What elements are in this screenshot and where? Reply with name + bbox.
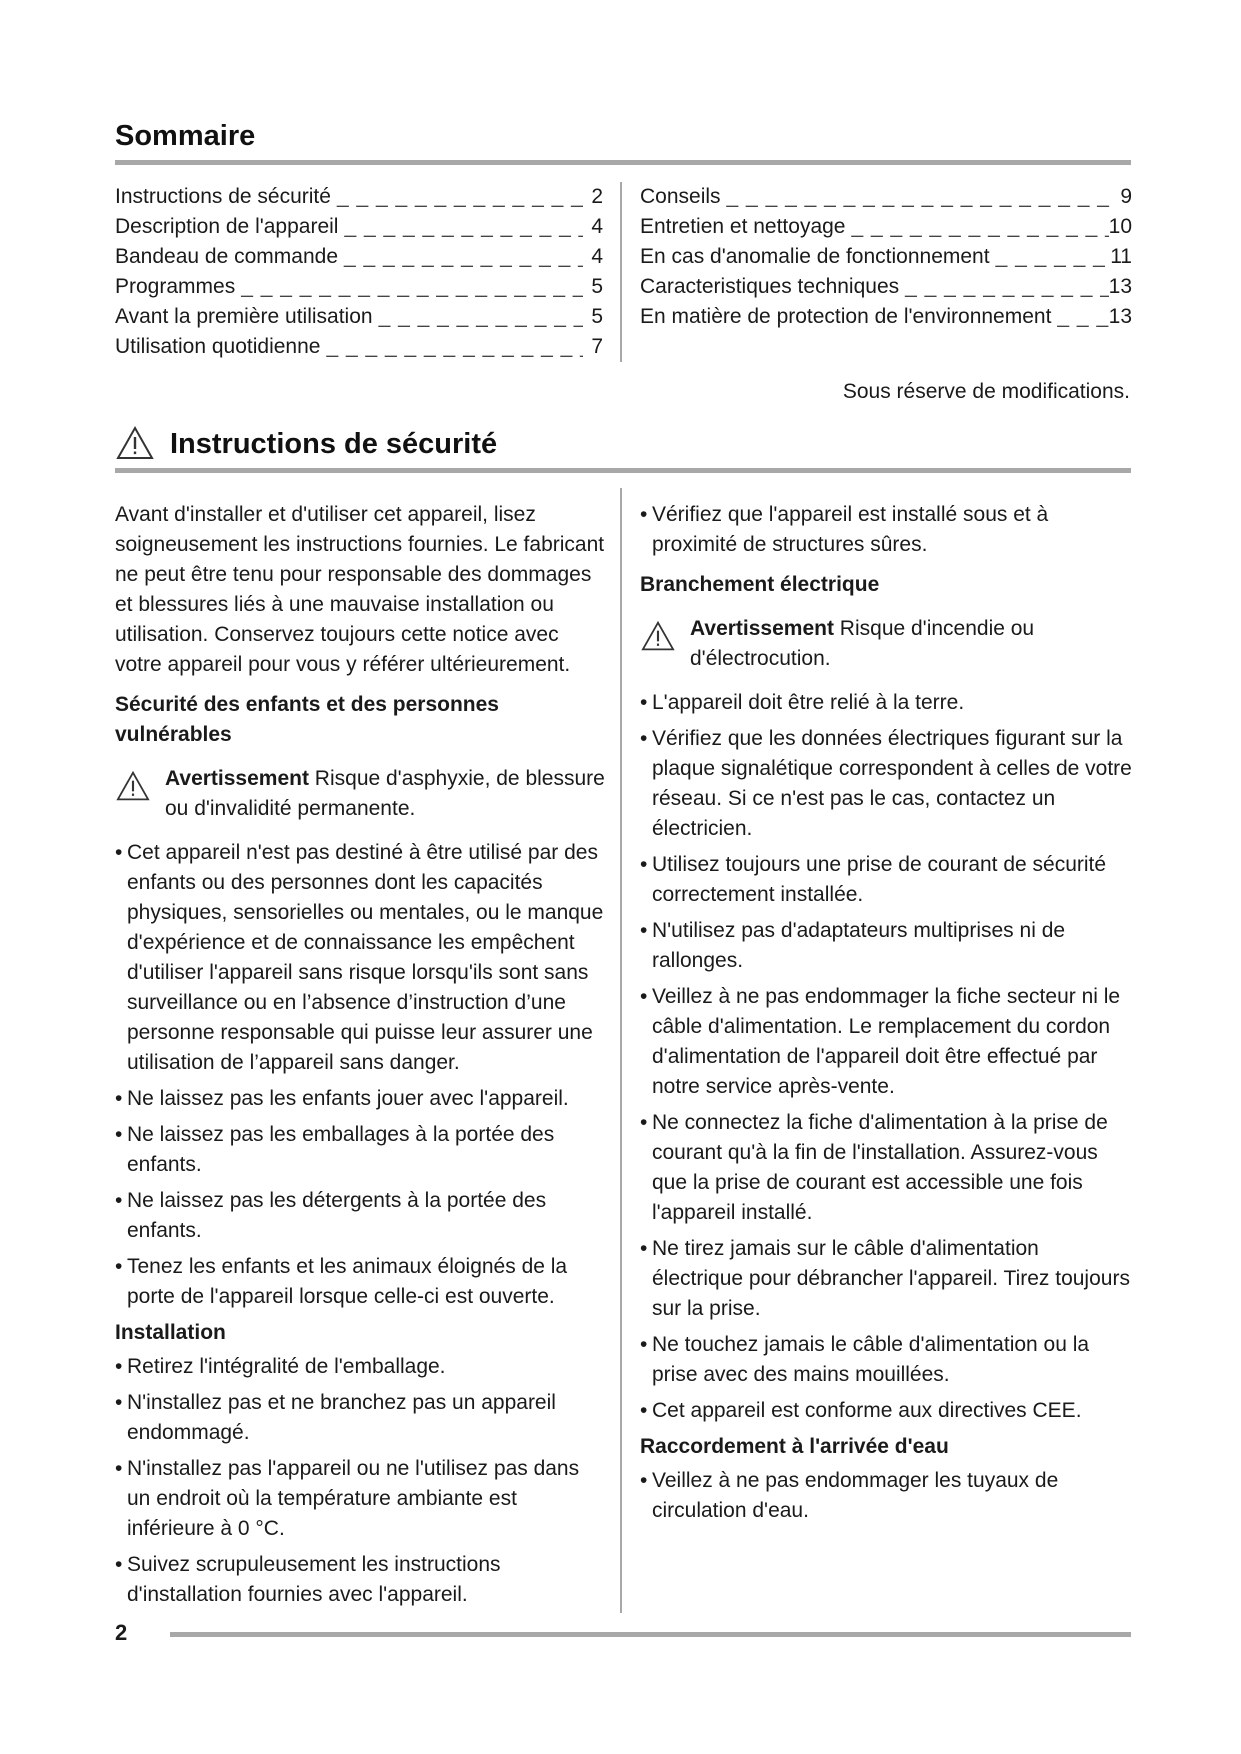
list-item: • Ne tirez jamais sur le câble d'alimentation électrique pour débrancher l'appareil. Tirez toujours sur la prise. xyxy=(640,1234,1132,1324)
toc-entry[interactable]: En cas d'anomalie de fonctionnement _ _ _ 11 xyxy=(640,242,1132,272)
footer-rule xyxy=(170,1632,1131,1637)
children-list xyxy=(115,838,605,1312)
list-item: • Suivez scrupuleusement les instructions d'installation fournies avec l'appareil. xyxy=(115,1550,605,1610)
column-divider xyxy=(620,488,622,1613)
list-item: • Veillez à ne pas endommager les tuyaux de circulation d'eau. xyxy=(640,1466,1132,1526)
list-item: • Veillez à ne pas endommager la fiche secteur ni le câble d'alimentation. Le remplacement du cordon d'alimentation de l'appareil doit être effectué par notre service après-vente. xyxy=(640,982,1132,1102)
structure-list xyxy=(640,500,1132,560)
warning-text: Risque d'asphyxie, de blessure ou d'invalidité permanente. xyxy=(165,767,605,820)
toc-entry[interactable]: Avant la première utilisation _ _ _ 5 xyxy=(115,302,603,332)
list-item: • N'utilisez pas d'adaptateurs multiprises ni de rallonges. xyxy=(640,916,1132,976)
children-warning xyxy=(115,764,605,824)
warning-triangle-icon xyxy=(115,425,155,461)
warning-label: Avertissement xyxy=(690,617,834,640)
toc-entry[interactable]: Entretien et nettoyage _ _ _ 10 xyxy=(640,212,1132,242)
toc-left-column xyxy=(115,182,603,362)
list-item: • L'appareil doit être relié à la terre. xyxy=(640,688,1132,718)
list-item: • Ne laissez pas les détergents à la portée des enfants. xyxy=(115,1186,605,1246)
toc-entry[interactable]: Description de l'appareil _ _ _ 4 xyxy=(115,212,603,242)
safety-title: Instructions de sécurité xyxy=(170,428,498,460)
list-item: • Ne laissez pas les enfants jouer avec l'appareil. xyxy=(115,1084,605,1114)
list-item: • Ne connectez la fiche d'alimentation à la prise de courant qu'à la fin de l'installation. Assurez-vous que la prise de courant est accessible une fois l'appareil installé. xyxy=(640,1108,1132,1228)
list-item: • N'installez pas et ne branchez pas un appareil endommagé. xyxy=(115,1388,605,1448)
toc-entry[interactable]: Bandeau de commande _ _ _ 4 xyxy=(115,242,603,272)
toc-entry[interactable]: En matière de protection de l'environnement _ _ _ 13 xyxy=(640,302,1132,332)
electrical-warning xyxy=(640,614,1132,674)
toc-entry[interactable]: Instructions de sécurité _ _ _ 2 xyxy=(115,182,603,212)
page-number: 2 xyxy=(115,1620,128,1645)
installation-list xyxy=(115,1352,605,1610)
warning-triangle-icon xyxy=(115,770,151,802)
warning-text: Risque d'incendie ou d'électrocution. xyxy=(690,617,1035,670)
toc-divider xyxy=(620,182,622,362)
installation-heading: Installation xyxy=(115,1321,226,1344)
toc-rule xyxy=(115,160,1131,165)
safety-rule xyxy=(115,468,1131,473)
toc-entry[interactable]: Utilisation quotidienne _ _ _ 7 xyxy=(115,332,603,362)
list-item: • N'installez pas l'appareil ou ne l'utilisez pas dans un endroit où la température ambiante est inférieure à 0 °C. xyxy=(115,1454,605,1544)
children-heading: Sécurité des enfants et des personnes vulnérables xyxy=(115,693,499,746)
toc-right-column xyxy=(640,182,1132,332)
toc-entry[interactable]: Programmes _ _ _ 5 xyxy=(115,272,603,302)
toc-title: Sommaire xyxy=(115,120,256,152)
electrical-list xyxy=(640,688,1132,1426)
modification-note: Sous réserve de modifications. xyxy=(842,380,1130,403)
list-item: • Ne laissez pas les emballages à la portée des enfants. xyxy=(115,1120,605,1180)
list-item: • Cet appareil n'est pas destiné à être utilisé par des enfants ou des personnes dont les capacités physiques, sensorielles ou mentales, ou le manque d'expérience et de connaissance les empêchent d'utiliser l'appareil sans risque lorsqu'ils sont sans surveillance ou en l’absence d’instruction d’une personne responsable qui puisse leur assurer une utilisation de l’appareil sans danger. xyxy=(115,838,605,1078)
toc-entry[interactable]: Caracteristiques techniques _ _ _ 13 xyxy=(640,272,1132,302)
electrical-heading: Branchement électrique xyxy=(640,573,880,596)
list-item: • Cet appareil est conforme aux directives CEE. xyxy=(640,1396,1132,1426)
right-column xyxy=(640,500,1132,1532)
left-column xyxy=(115,500,605,1616)
safety-intro: Avant d'installer et d'utiliser cet appareil, lisez soigneusement les instructions fournies. Le fabricant ne peut être tenu pour responsable des dommages et blessures liés à une mauvaise installation ou utilisation. Conservez toujours cette notice avec votre appareil pour vous y référer ultérieurement. xyxy=(115,503,605,676)
warning-triangle-icon xyxy=(640,620,676,652)
list-item: • Tenez les enfants et les animaux éloignés de la porte de l'appareil lorsque celle-ci est ouverte. xyxy=(115,1252,605,1312)
warning-label: Avertissement xyxy=(165,767,309,790)
water-heading: Raccordement à l'arrivée d'eau xyxy=(640,1435,949,1458)
list-item: • Utilisez toujours une prise de courant de sécurité correctement installée. xyxy=(640,850,1132,910)
list-item: • Ne touchez jamais le câble d'alimentation ou la prise avec des mains mouillées. xyxy=(640,1330,1132,1390)
toc-entry[interactable]: Conseils _ _ _ 9 xyxy=(640,182,1132,212)
list-item: • Vérifiez que les données électriques figurant sur la plaque signalétique correspondent à celles de votre réseau. Si ce n'est pas le cas, contactez un électricien. xyxy=(640,724,1132,844)
list-item: • Vérifiez que l'appareil est installé sous et à proximité de structures sûres. xyxy=(640,500,1132,560)
list-item: • Retirez l'intégralité de l'emballage. xyxy=(115,1352,605,1382)
water-list xyxy=(640,1466,1132,1526)
